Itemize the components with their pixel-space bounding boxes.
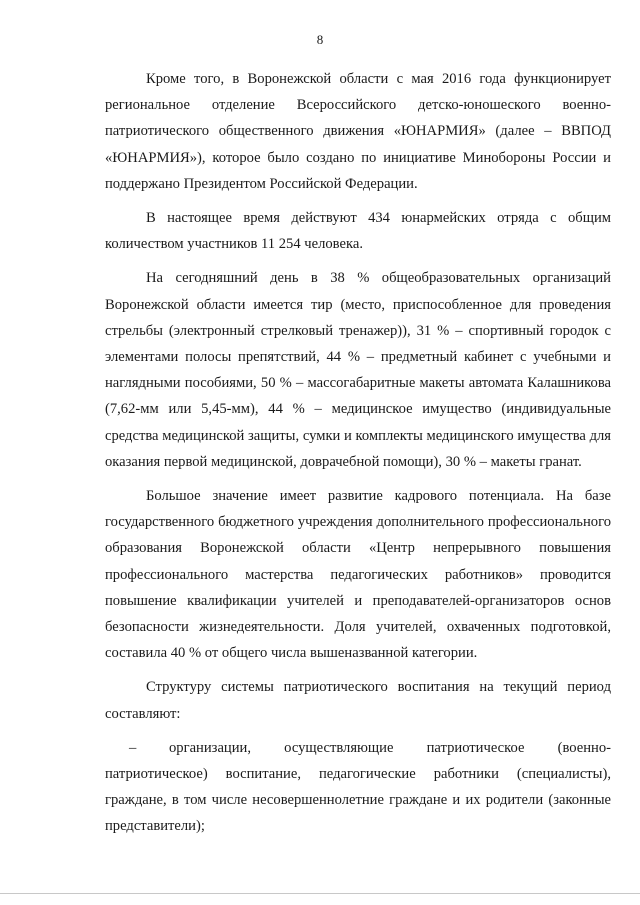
list-item: [105, 735, 611, 840]
page-number: 8: [316, 32, 324, 47]
paragraph-detachments: В настоящее время действуют 434 юнармейских отряда с общим количеством участников 11 254 человека.: [105, 210, 611, 253]
paragraph-staff-training: Большое значение имеет развитие кадрового потенциала. На базе государственного бюджетного учреждения дополнительного профессионального образования Воронежской области «Центр непрерывного повышения профессионального мастерства педагогических работников» проводится повышение квалификации учителей и преподавателей-организаторов основ безопасности жизнедеятельности. Доля учителей, охваченных подготовкой, составила 40 % от общего числа вышеназванной категории.: [105, 488, 611, 662]
list-dash: –: [129, 739, 137, 756]
document-body: [105, 66, 611, 848]
paragraph-yunarmiya: Кроме того, в Воронежской области с мая 2016 года функционирует региональное отделение Всероссийского детско-юношеского военно-патриотического общественного движения «ЮНАРМИЯ» (далее – ВВПОД «ЮНАРМИЯ»), которое было создано по инициативе Минобороны России и поддержано Президентом Российской Федерации.: [105, 71, 611, 192]
list-item-text: организации, осуществляющие патриотическое (военно-патриотическое) воспитание, педагогические работники (специалисты), граждане, в том числе несовершеннолетние граждане и их родители (законные представители);: [105, 739, 611, 835]
paragraph-structure-intro: Структуру системы патриотического воспитания на текущий период составляют:: [105, 679, 611, 722]
paragraph-equipment: На сегодняшний день в 38 % общеобразовательных организаций Воронежской области имеется тир (место, приспособленное для проведения стрельбы (электронный стрелковый тренажер)), 31 % – спортивный городок с элементами полосы препятствий, 44 % – предметный кабинет с учебными и наглядными пособиями, 50 % – массогабаритные макеты автомата Калашникова (7,62-мм или 5,45-мм), 44 % – медицинское имущество (индивидуальные средства медицинской защиты, сумки и комплекты медицинского имущества для оказания первой медицинской, доврачебной помощи), 30 % – макеты гранат.: [105, 270, 611, 470]
page-bottom-edge: [0, 893, 640, 894]
